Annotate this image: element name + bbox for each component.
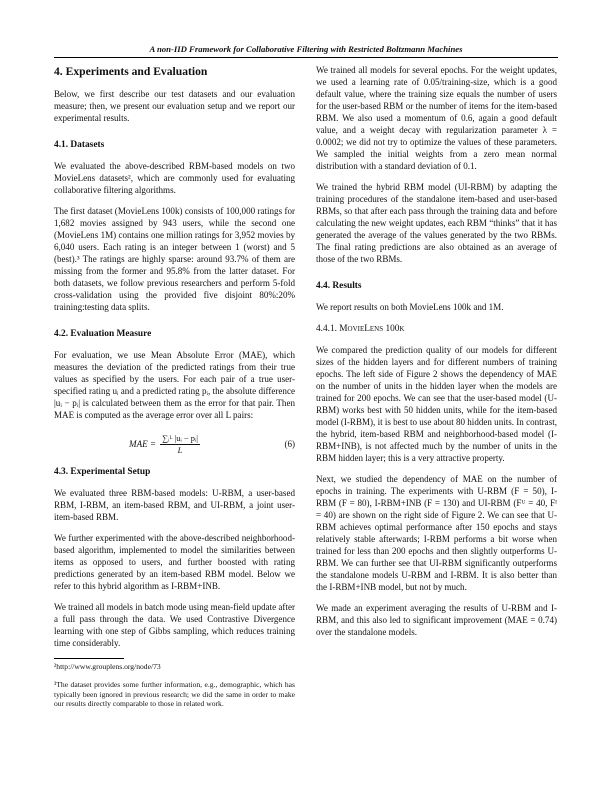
datasets-paragraph-1: We evaluated the above-described RBM-based models on two MovieLens datasets², which are commonly used for evaluating collaborative filtering algorithms.	[54, 161, 295, 195]
movielens-100k-heading: 4.4.1. MovieLens 100k	[316, 324, 405, 334]
comparison-paragraph: We compared the prediction quality of our models for different sizes of the hidden layers and for different numbers of training epochs. The left side of Figure 2 shows the dependency of MAE on the number of units in the hidden layer when the models are trained for 200 epochs. We can see that the user-based model (U-RBM) works best with 50 hidden units, while for the item-based model (I-RBM), it is best to use about 80 hidden units. In contrast, the hybrid, item-based RBM and neighborhood-based model (I-RBM+INB), is not affected much by the number of units in the RBM hidden layer; this is a very attractive property.	[316, 345, 557, 463]
training-paragraph: We trained all models for several epochs. For the weight updates, we used a learning rate of 0.05/training-size, which is a good default value, where the training size equals the number of users for the user-based RBM or the number of items for the item-based RBM. We also used a momentum of 0.6, again a good default value, and a weight decay with regularization parameter λ = 0.0002; we did not try to optimize the values of these parameters. We sampled the initial weights from a zero mean normal distribution with a standard deviation of 0.1.	[316, 65, 557, 171]
equation-fraction	[160, 433, 200, 456]
hybrid-paragraph: We trained the hybrid RBM model (UI-RBM) by adapting the training procedures of the standalone item-based and user-based RBMs, so that after each pass through the training data and before calculating the new weight updates, each RBM “thinks” that it has generated the average of the values generated by the two RBMs. The final rating predictions are also obtained as an average of those of the two RBMs.	[316, 182, 557, 264]
results-heading: 4.4. Results	[316, 281, 362, 291]
intro-paragraph: Below, we first describe our test datasets and our evaluation measure; then, we present our evaluation setup and we report our experimental results.	[54, 89, 295, 123]
epochs-paragraph: Next, we studied the dependency of MAE on the number of epochs in training. The experiments with U-RBM (F = 50), I-RBM (F = 80), I-RBM+INB (F = 130) and UI-RBM (Fᵁ = 40, Fᴵ = 40) are shown on the right side of Figure 2. We can see that U-RBM achieves optimal performance after 150 epochs and stays relatively stable afterwards; I-RBM performs a bit worse when trained for less than 200 epochs and then slightly outperforms U-RBM. We can further see that UI-RBM significantly outperforms the standalone models U-RBM and I-RBM. It is also better than the I-RBM+INB model, but not by much.	[316, 474, 557, 592]
equation-numerator: ∑ᵢᴸ |uᵢ − pᵢ|	[162, 433, 198, 443]
equation-number: (6)	[284, 439, 295, 449]
equation-lhs: MAE =	[129, 439, 157, 449]
footnote-rule	[54, 658, 124, 659]
right-column	[316, 64, 557, 647]
equation-denominator: L	[177, 445, 183, 455]
setup-paragraph-3: We trained all models in batch mode using mean-field update after a full pass through the data. We used Contrastive Divergence learning with one step of Gibbs sampling, which reduces training time considerably.	[54, 602, 295, 648]
setup-paragraph-2: We further experimented with the above-described neighborhood-based algorithm, implemented to model the similarities between items as opposed to users, and further boosted with rating predictions generated by an item-based RBM model. Below we refer to this hybrid algorithm as I-RBM+INB.	[54, 533, 295, 591]
datasets-paragraph-2: The first dataset (MovieLens 100k) consists of 100,000 ratings for 1,682 movies assigned by 943 users, while the second one (MovieLens 1M) contains one million ratings for 3,952 movies by 6,040 users. Each rating is an integer between 1 (worst) and 5 (best).³ The ratings are highly sparse: around 93.7% of them are missing from the former and 95.8% from the latter dataset. For both datasets, we follow previous researchers and perform 5-fold cross-validation using the provided five disjoint 80%:20% training:testing data splits.	[54, 206, 295, 312]
results-paragraph: We report results on both MovieLens 100k and 1M.	[316, 302, 504, 312]
mae-equation	[54, 430, 295, 458]
left-column	[54, 64, 295, 718]
averaging-paragraph: We made an experiment averaging the results of U-RBM and I-RBM, and this also led to significant improvement (MAE = 0.74) over the standalone models.	[316, 603, 557, 637]
header-rule	[54, 57, 558, 58]
running-head: A non-IID Framework for Collaborative Filtering with Restricted Boltzmann Machines	[149, 44, 463, 54]
measure-heading: 4.2. Evaluation Measure	[54, 329, 152, 339]
measure-paragraph: For evaluation, we use Mean Absolute Error (MAE), which measures the deviation of the predicted ratings from their true values as specified by the users. For each pair of a true user-specified rating uᵢ and a predicted rating pᵢ, the absolute difference |uᵢ − pᵢ| is calculated between them as the error for that pair. Then MAE is computed as the average error over all L pairs:	[54, 350, 295, 420]
datasets-heading: 4.1. Datasets	[54, 140, 105, 150]
footnote-3: ³The dataset provides some further information, e.g., demographic, which has typically been ignored in previous research; we did the same in order to make our results directly comparable to those in related work.	[54, 680, 295, 709]
setup-paragraph-1: We evaluated three RBM-based models: U-RBM, a user-based RBM, I-RBM, an item-based RBM, and UI-RBM, a joint user-item-based RBM.	[54, 488, 295, 522]
setup-heading: 4.3. Experimental Setup	[54, 467, 151, 477]
section-title: 4. Experiments and Evaluation	[54, 65, 208, 78]
footnote-2: ²http://www.grouplens.org/node/73	[54, 662, 161, 671]
